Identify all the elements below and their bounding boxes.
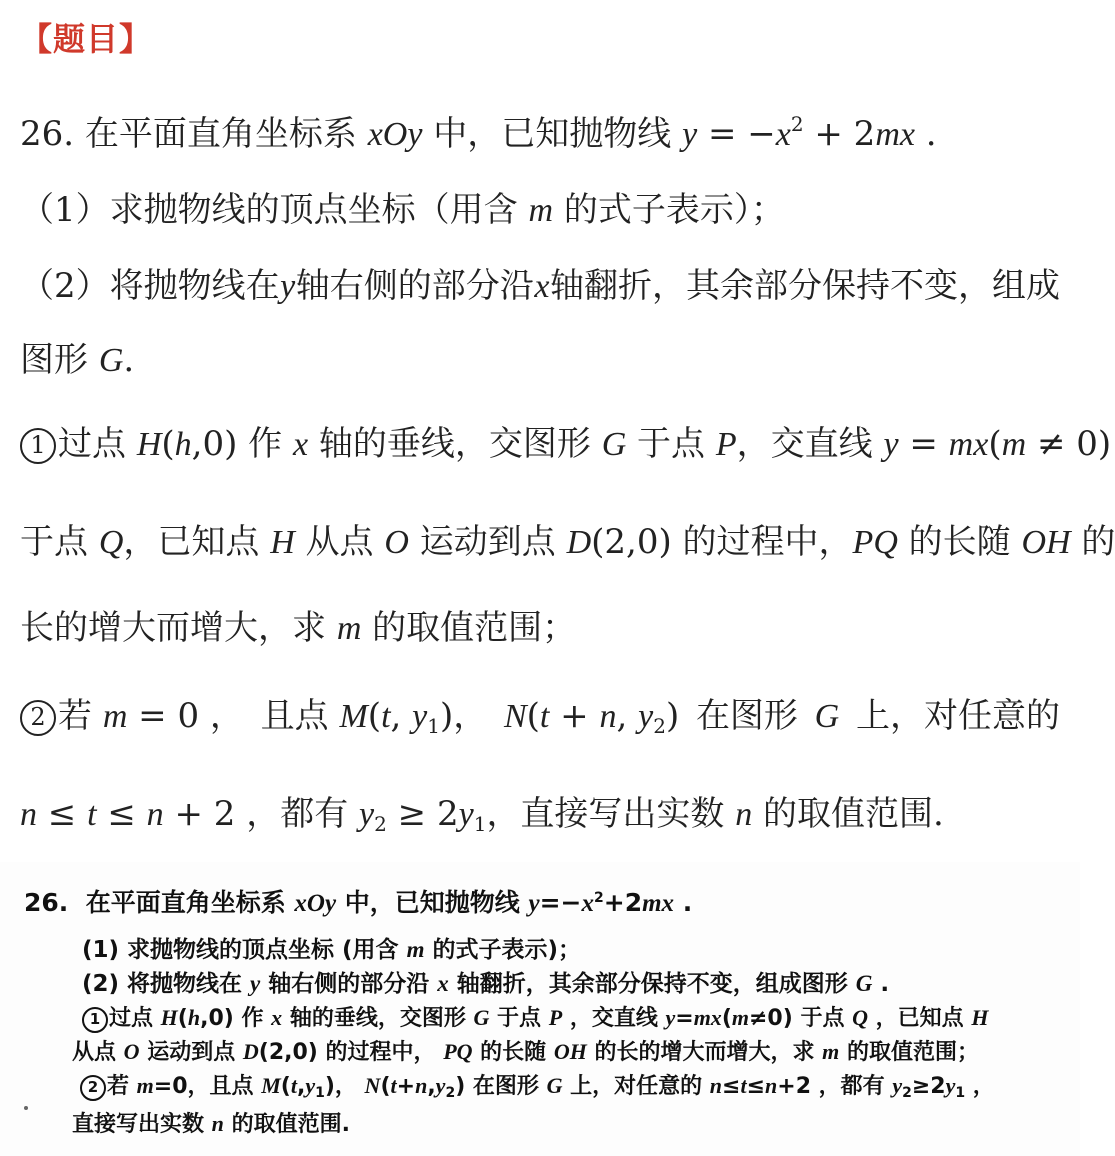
question-tag: 【题目】 <box>20 20 153 58</box>
scan-sub-1-line-2: 从点 O 运动到点 D(2,0) 的过程中， PQ 的长随 OH 的长的增大而增大，求 m 的取值范围； <box>72 1039 979 1065</box>
circled-two-icon: 2 <box>20 700 56 736</box>
scan-stem: 26. 在平面直角坐标系 xOy 中，已知抛物线 $y=-x^2+2mx$ . <box>24 888 693 917</box>
scanned-original <box>0 862 1080 1156</box>
scan-part-1: (1) 求抛物线的顶点坐标 (用含 m 的式子表示)； <box>82 937 581 963</box>
problem-stem: 26. 在平面直角坐标系 xOy 中，已知抛物线 $y = -x^2 + 2mx$ . <box>20 112 937 154</box>
scan-sub-2-line-2: 直接写出实数 n 的取值范围. <box>72 1111 350 1137</box>
sub-question-2-line-1: 2 若 m = 0 ， 且点 M(t, $y_1$)， N(t + n, $y_2$) 在图形 G 上，对任意的 <box>20 692 1060 750</box>
part-2-line-2: 图形 G. <box>20 340 135 380</box>
scan-speck <box>24 1106 28 1110</box>
sub-question-1-line-2: 于点 Q，已知点 H 从点 O 运动到点 D(2,0) 的过程中，PQ 的长随 OH 的 <box>20 522 1115 562</box>
sub-question-2-line-2: n ≤ t ≤ n + 2 ，都有 $y_2 \ge 2y_1$，直接写出实数 n 的取值范围. <box>20 794 944 836</box>
sub-question-1-line-3: 长的增大而增大，求 m 的取值范围； <box>20 608 577 648</box>
scan-sub-2-line-1: 2 若 m=0，且点 $M(t,y_1)$， $N(t+n,y_2)$ 在图形 G 上，对任意的 n≤t≤n+2 ，都有 $y_2\ge 2y_1$ ， <box>80 1070 995 1109</box>
circled-one-icon: 1 <box>20 428 56 464</box>
scan-part-2: (2) 将抛物线在 y 轴右侧的部分沿 x 轴翻折，其余部分保持不变，组成图形 G . <box>82 971 890 997</box>
part-2-line-1: （2）将抛物线在 y 轴右侧的部分沿 x 轴翻折，其余部分保持不变，组成 <box>20 266 1060 306</box>
scan-circled-one-icon: 1 <box>82 1007 108 1033</box>
sub-question-1-line-1: 1 过点 H(h,0) 作 x 轴的垂线，交图形 G 于点 P，交直线 y = mx(m ≠ 0) <box>20 420 1060 469</box>
part-1: （1）求抛物线的顶点坐标（用含 m 的式子表示）； <box>20 190 785 230</box>
scan-sub-1-line-1: 1 过点 H(h,0) 作 x 轴的垂线，交图形 G 于点 P ，交直线 y=mx(m≠0) 于点 Q ，已知点 H <box>82 1002 988 1035</box>
scan-circled-two-icon: 2 <box>80 1075 106 1101</box>
